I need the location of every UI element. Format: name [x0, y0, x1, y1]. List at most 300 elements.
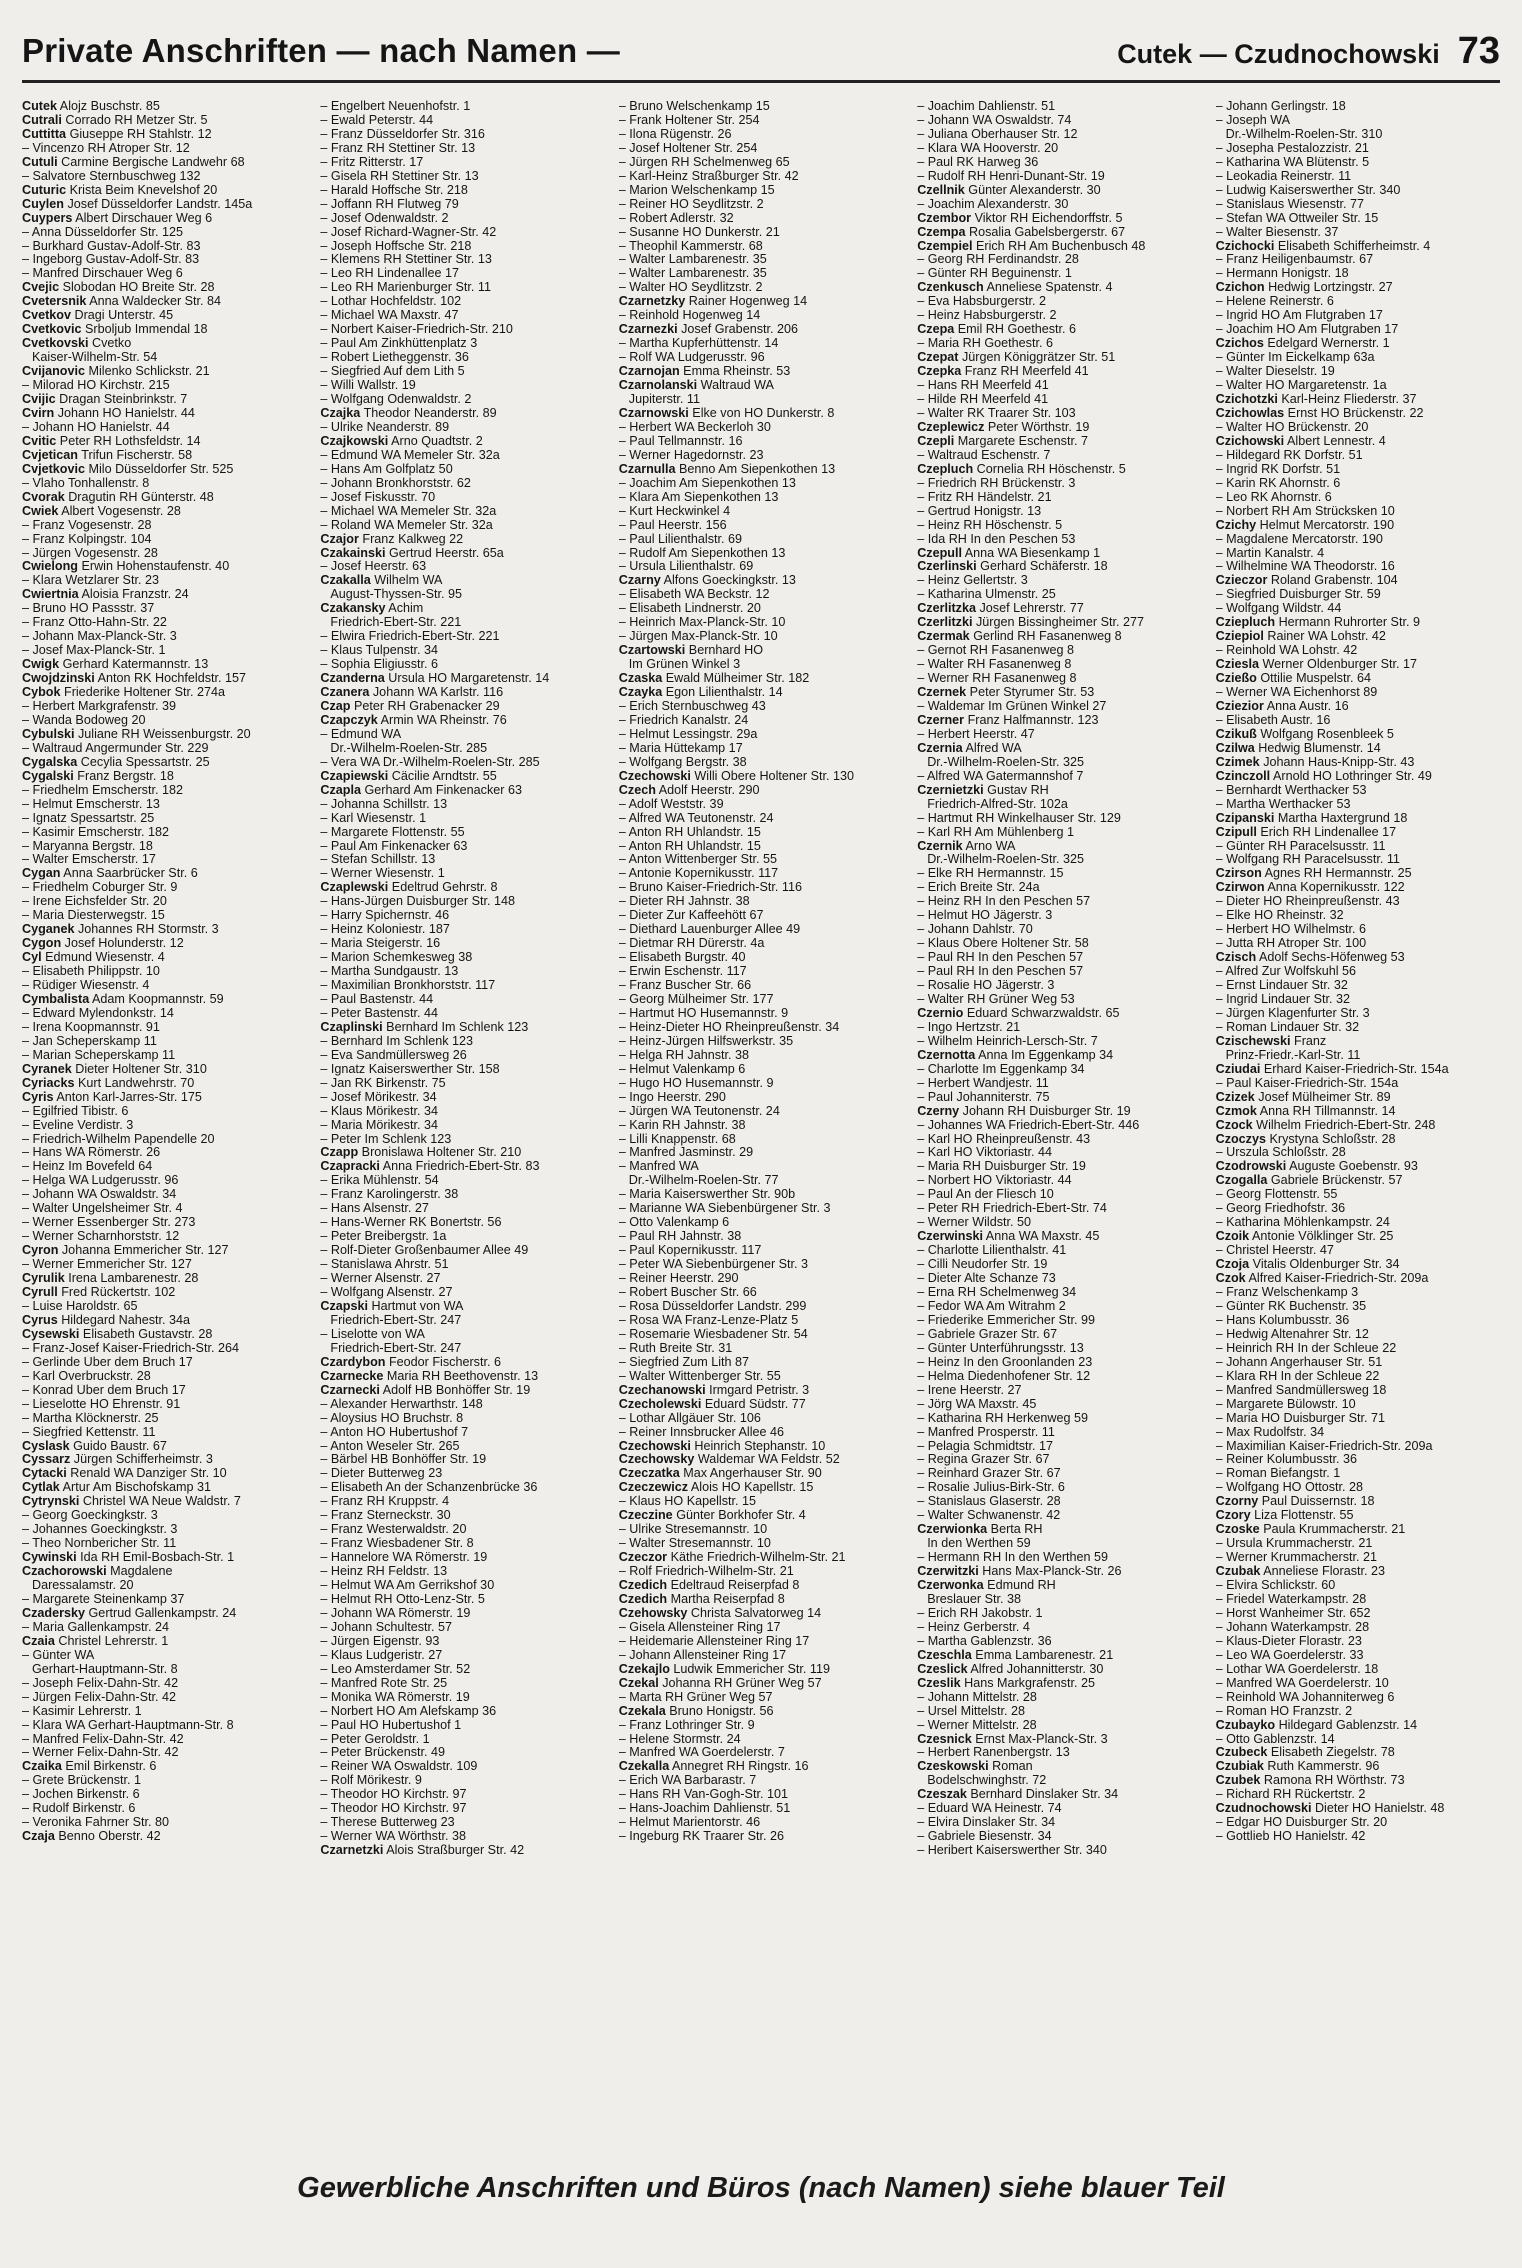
directory-entry: – Franz Buscher Str. 66: [618, 979, 752, 993]
directory-entry: – Bruno HO Passstr. 37: [22, 602, 155, 616]
directory-entry: – Günter RH Beguinenstr. 1: [917, 267, 1072, 281]
directory-column-1: [22, 100, 306, 2165]
directory-entry: Cvijanovic Milenko Schlickstr. 21: [22, 365, 210, 379]
directory-entry: – Joseph Felix-Dahn-Str. 42: [22, 1676, 179, 1690]
directory-entry: – Lilli Knappenstr. 68: [618, 1132, 736, 1146]
directory-entry: – Georg Flottenstr. 55: [1215, 1188, 1338, 1202]
directory-column-5: [1216, 100, 1500, 2165]
directory-entry: – Walter Dieselstr. 19: [1215, 365, 1335, 379]
directory-entry: – Martha Werthacker 53: [1215, 797, 1351, 811]
directory-entry: – Maximilian Kaiser-Friedrich-Str. 209a: [1215, 1439, 1433, 1453]
directory-entry: – Stanislaus Wiesenstr. 77: [1215, 197, 1364, 211]
directory-entry: – Leo RH Marienburger Str. 11: [320, 281, 491, 295]
directory-entry: – Günter RK Buchenstr. 35: [1215, 1299, 1367, 1313]
directory-entry: Czinczoll Arnold HO Lothringer Str. 49: [1215, 769, 1432, 783]
directory-entry: – Günter WA: [22, 1648, 95, 1662]
directory-entry: Cyranek Dieter Holtener Str. 310: [22, 1062, 207, 1076]
directory-entry: Czaplewski Edeltrud Gehrstr. 8: [320, 881, 498, 895]
directory-entry: – Christel Heerstr. 47: [1215, 1244, 1334, 1258]
directory-entry: Czapracki Anna Friedrich-Ebert-Str. 83: [320, 1160, 540, 1174]
directory-entry: – Klara Am Siepenkothen 13: [618, 490, 779, 504]
directory-entry: – Heinz-Dieter HO Rheinpreußenstr. 34: [618, 1020, 840, 1034]
directory-entry: – Werner WA Eichenhorst 89: [1215, 686, 1378, 700]
directory-entry: Cwigk Gerhard Katermannstr. 13: [22, 658, 209, 672]
directory-entry: – Helene Stormstr. 24: [618, 1732, 741, 1746]
directory-entry: – Therese Butterweg 23: [320, 1816, 455, 1830]
directory-entry: – Adolf Weststr. 39: [618, 797, 724, 811]
directory-entry: Czechowski Willi Obere Holtener Str. 130: [618, 769, 854, 783]
directory-entry: Czechowski Heinrich Stephanstr. 10: [618, 1439, 826, 1453]
directory-entry: – Vlaho Tonhallenstr. 8: [22, 476, 150, 490]
directory-columns: [22, 100, 1500, 2165]
directory-entry: Czekajlo Ludwik Emmericher Str. 119: [618, 1662, 830, 1676]
directory-entry: – Walter HO Brückenstr. 20: [1215, 420, 1369, 434]
directory-entry: – Manfred Sandmüllersweg 18: [1215, 1383, 1387, 1397]
directory-entry: – Cilli Neudorfer Str. 19: [917, 1258, 1048, 1272]
directory-entry: – Hans-Werner RK Bonertstr. 56: [320, 1216, 502, 1230]
directory-entry: – Karin RH Jahnstr. 38: [618, 1118, 746, 1132]
directory-entry: – Reiner HO Seydlitzstr. 2: [618, 197, 764, 211]
directory-entry: – Stefan WA Ottweiler Str. 15: [1215, 211, 1379, 225]
directory-entry: Cwojdzinski Anton RK Hochfeldstr. 157: [22, 672, 246, 686]
directory-entry: Cutrali Corrado RH Metzer Str. 5: [22, 113, 208, 127]
directory-entry: – Charlotte Lilienthalstr. 41: [917, 1244, 1067, 1258]
directory-entry: – Joachim HO Am Flutgraben 17: [1215, 323, 1399, 337]
directory-entry: – Rosalie HO Jägerstr. 3: [917, 979, 1055, 993]
directory-entry: – Johann WA Oswaldstr. 34: [22, 1188, 177, 1202]
directory-entry: – Monika WA Römerstr. 19: [320, 1690, 470, 1704]
directory-entry: – Lothar Hochfeldstr. 102: [320, 295, 462, 309]
directory-entry: Cvetkovic Srboljub Immendal 18: [22, 323, 208, 337]
directory-entry: – Herbert Wandjestr. 11: [917, 1076, 1049, 1090]
directory-entry: – Hedwig Altenahrer Str. 12: [1215, 1327, 1369, 1341]
directory-entry: – Liselotte von WA: [320, 1327, 425, 1341]
directory-entry: Cyslask Guido Baustr. 67: [22, 1439, 167, 1453]
directory-entry: – Theo Nornbericher Str. 11: [22, 1537, 177, 1551]
directory-entry: Cysewski Elisabeth Gustavstr. 28: [22, 1327, 213, 1341]
directory-entry: – Reiner WA Oswaldstr. 109: [320, 1760, 478, 1774]
directory-entry: – Walter Wittenberger Str. 55: [618, 1369, 781, 1383]
directory-entry: – Rolf-Dieter Großenbaumer Allee 49: [320, 1244, 529, 1258]
directory-entry: – Manfred WA Goerdelerstr. 10: [1215, 1676, 1389, 1690]
directory-entry: – Reinhold Hogenweg 14: [618, 309, 761, 323]
directory-entry: – Elisabeth An der Schanzenbrücke 36: [320, 1481, 538, 1495]
directory-entry: – Erich Sternbuschweg 43: [618, 699, 766, 713]
directory-entry: – Gernot RH Fasanenweg 8: [917, 644, 1074, 658]
directory-entry: – Alfred WA Teutonenstr. 24: [618, 811, 774, 825]
directory-entry: – Alfred WA Gatermannshof 7: [917, 769, 1084, 783]
directory-entry: – Karin RK Ahornstr. 6: [1215, 476, 1341, 490]
directory-entry: – Veronika Fahrner Str. 80: [22, 1816, 170, 1830]
directory-column-2: [320, 100, 604, 2165]
directory-entry: – Klara RH In der Schleue 22: [1215, 1369, 1380, 1383]
directory-entry: Czerny Johann RH Duisburger Str. 19: [917, 1104, 1131, 1118]
directory-entry: Cutuli Carmine Bergische Landwehr 68: [22, 155, 245, 169]
directory-entry: – Paul Heerstr. 156: [618, 518, 727, 532]
directory-entry: – Irene Eichsfelder Str. 20: [22, 895, 167, 909]
directory-entry: – Elwira Friedrich-Ebert-Str. 221: [320, 630, 500, 644]
directory-entry: – Helmut WA Am Gerrikshof 30: [320, 1579, 495, 1593]
directory-entry: – Johann Max-Planck-Str. 3: [22, 630, 177, 644]
directory-entry: – Salvatore Sternbuschweg 132: [22, 169, 201, 183]
directory-entry: Czeslik Hans Markgrafenstr. 25: [917, 1676, 1095, 1690]
directory-entry: – Joseph WA: [1215, 113, 1291, 127]
directory-entry: – Ingrid Lindauer Str. 32: [1215, 993, 1351, 1006]
directory-entry: – Hans-Jürgen Duisburger Str. 148: [320, 895, 515, 909]
directory-entry: – Maria RH Duisburger Str. 19: [917, 1160, 1086, 1174]
directory-entry: – Roland WA Memeler Str. 32a: [320, 518, 493, 532]
directory-entry: – Maximilian Bronkhorststr. 117: [320, 979, 496, 993]
directory-entry: – Heinrich Max-Planck-Str. 10: [618, 616, 786, 630]
directory-entry: – Gabriele Grazer Str. 67: [917, 1327, 1058, 1341]
directory-entry: – Paul Johanniterstr. 75: [917, 1090, 1050, 1104]
directory-entry: – Wanda Bodoweg 20: [22, 713, 146, 727]
directory-entry: – Peter WA Siebenbürgener Str. 3: [618, 1258, 809, 1272]
directory-entry: – Hannelore WA Römerstr. 19: [320, 1551, 488, 1565]
directory-entry: Czajor Franz Kalkweg 22: [320, 532, 464, 546]
directory-entry: – Johann Dahlstr. 70: [917, 923, 1033, 937]
directory-entry: Cziesla Werner Oldenburger Str. 17: [1215, 658, 1417, 672]
directory-entry: – Irena Koopmannstr. 91: [22, 1020, 160, 1034]
directory-entry: – Alfred Zur Wolfskuhl 56: [1215, 965, 1357, 979]
directory-entry: – Michael WA Memeler Str. 32a: [320, 504, 497, 518]
directory-entry: Czaska Ewald Mülheimer Str. 182: [618, 672, 810, 686]
directory-entry: Cyssarz Jürgen Schifferheimstr. 3: [22, 1453, 213, 1467]
directory-entry: – Rosalie Julius-Birk-Str. 6: [917, 1481, 1065, 1495]
directory-entry: – Herbert HO Wilhelmstr. 6: [1215, 923, 1367, 937]
directory-entry: Daressalamstr. 20: [32, 1579, 134, 1593]
directory-entry: – Erich Breite Str. 24a: [917, 881, 1040, 895]
directory-entry: – Franz Sterneckstr. 30: [320, 1509, 451, 1523]
directory-entry: – Maria Hüttekamp 17: [618, 741, 743, 755]
directory-entry: Czilwa Hedwig Blumenstr. 14: [1215, 741, 1381, 755]
directory-entry: – Ulrike Stresemannstr. 10: [618, 1523, 768, 1537]
directory-entry: – Martha Sundgaustr. 13: [320, 965, 459, 979]
directory-entry: – Dieter Butterweg 23: [320, 1467, 443, 1481]
directory-entry: Cutek Alojz Buschstr. 85: [22, 100, 160, 113]
directory-entry: – Walter HO Margaretenstr. 1a: [1215, 379, 1387, 393]
directory-entry: – Wolfgang Alsenstr. 27: [320, 1286, 453, 1300]
directory-entry: Friedrich-Ebert-Str. 247: [330, 1341, 462, 1355]
directory-entry: – Leo RK Ahornstr. 6: [1215, 490, 1332, 504]
directory-entry: Cvjetican Trifun Fischerstr. 58: [22, 448, 193, 462]
directory-entry: – Edmund WA: [320, 727, 402, 741]
directory-entry: – Hans RH Meerfeld 41: [917, 379, 1049, 393]
directory-entry: Czoik Antonie Völklinger Str. 25: [1215, 1230, 1394, 1244]
directory-entry: – Margarete Bülowstr. 10: [1215, 1397, 1356, 1411]
directory-entry: – Hartmut HO Husemannstr. 9: [618, 1006, 789, 1020]
directory-entry: – Friederike Emmericher Str. 99: [917, 1313, 1095, 1327]
directory-entry: – Gisela RH Stettiner Str. 13: [320, 169, 479, 183]
directory-entry: – Karl Overbruckstr. 28: [22, 1369, 151, 1383]
directory-entry: – Dieter RH Jahnstr. 38: [618, 895, 750, 909]
directory-entry: Czarnezki Josef Grabenstr. 206: [618, 323, 799, 337]
directory-entry: – Georg Friedhofstr. 36: [1215, 1202, 1346, 1216]
directory-entry: Czmok Anna RH Tillmannstr. 14: [1215, 1104, 1396, 1118]
directory-entry: – Anton RH Uhlandstr. 15: [618, 839, 761, 853]
directory-entry: – Klara WA Gerhart-Hauptmann-Str. 8: [22, 1718, 234, 1732]
directory-entry: Czernek Peter Styrumer Str. 53: [917, 686, 1095, 700]
directory-entry: – Helma Diedenhofener Str. 12: [917, 1369, 1091, 1383]
directory-entry: – Richard RH Rückertstr. 2: [1215, 1788, 1366, 1802]
directory-entry: – Johann Schultestr. 57: [320, 1620, 453, 1634]
directory-entry: – Stanislaus Glaserstr. 28: [917, 1495, 1061, 1509]
directory-entry: – Ewald Peterstr. 44: [320, 113, 434, 127]
directory-entry: – Franz Westerwaldstr. 20: [320, 1523, 467, 1537]
directory-entry: Czichy Helmut Mercatorstr. 190: [1215, 518, 1395, 532]
directory-entry: – Robert Buscher Str. 66: [618, 1286, 757, 1300]
directory-entry: – Werner Wiesenstr. 1: [320, 867, 445, 881]
directory-entry: – Hilde RH Meerfeld 41: [917, 393, 1049, 407]
directory-entry: In den Werthen 59: [927, 1537, 1031, 1551]
directory-entry: – Helmut Valenkamp 6: [618, 1062, 746, 1076]
directory-entry: Dr.-Wilhelm-Roelen-Str. 325: [927, 755, 1084, 769]
directory-entry: Cytrynski Christel WA Neue Waldstr. 7: [22, 1495, 241, 1509]
directory-entry: Czichowlas Ernst HO Brückenstr. 22: [1215, 406, 1424, 420]
directory-entry: Czieczor Roland Grabenstr. 104: [1215, 574, 1398, 588]
directory-entry: Czipanski Martha Haxtergrund 18: [1215, 811, 1408, 825]
directory-entry: Czapiewski Cäcilie Arndtstr. 55: [320, 769, 497, 783]
directory-entry: – Rolf WA Ludgerusstr. 96: [618, 351, 765, 365]
directory-column-3: [619, 100, 903, 2165]
directory-entry: – Josef Mörikestr. 34: [320, 1090, 437, 1104]
directory-entry: – Georg Goeckingkstr. 3: [22, 1509, 158, 1523]
directory-entry: Czechowsky Waldemar WA Feldstr. 52: [618, 1453, 840, 1467]
directory-entry: – Harry Spichernstr. 46: [320, 909, 450, 923]
directory-entry: – Ursula Krummacherstr. 21: [1215, 1537, 1373, 1551]
directory-entry: – Walter Lambarenestr. 35: [618, 253, 767, 267]
directory-entry: – Reiner Kolumbusstr. 36: [1215, 1453, 1357, 1467]
directory-entry: – Walter Schwanenstr. 42: [917, 1509, 1061, 1523]
directory-entry: – Elke RH Hermannstr. 15: [917, 867, 1064, 881]
directory-entry: – Lothar WA Goerdelerstr. 18: [1215, 1662, 1379, 1676]
directory-entry: Czachorowski Magdalene: [22, 1565, 173, 1579]
directory-entry: – Rudolf Birkenstr. 6: [22, 1802, 136, 1816]
directory-entry: – Wolfgang Wildstr. 44: [1215, 602, 1342, 616]
directory-entry: – Hartmut RH Winkelhauser Str. 129: [917, 811, 1121, 825]
directory-entry: – Edmund WA Memeler Str. 32a: [320, 448, 500, 462]
directory-entry: – Milorad HO Kirchstr. 215: [22, 379, 170, 393]
directory-entry: – Walter Lambarenestr. 35: [618, 267, 767, 281]
directory-entry: – Reinhold WA Johanniterweg 6: [1215, 1690, 1395, 1704]
directory-entry: – Diethard Lauenburger Allee 49: [618, 923, 801, 937]
directory-entry: – Fritz RH Händelstr. 21: [917, 490, 1052, 504]
directory-entry: Czaika Emil Birkenstr. 6: [22, 1760, 157, 1774]
directory-entry: – Norbert HO Viktoriastr. 44: [917, 1174, 1072, 1188]
directory-entry: – Jürgen RH Schelmenweg 65: [618, 155, 790, 169]
directory-entry: – Heinz RH Feldstr. 13: [320, 1565, 448, 1579]
directory-entry: Czanera Johann WA Karlstr. 116: [320, 686, 504, 700]
directory-entry: – Rolf Friedrich-Wilhelm-Str. 21: [618, 1565, 794, 1579]
directory-entry: – Herbert Heerstr. 47: [917, 727, 1035, 741]
directory-entry: – Johanna Schillstr. 13: [320, 797, 448, 811]
directory-entry: – Maria Diesterwegstr. 15: [22, 909, 165, 923]
directory-entry: Czerwitzki Hans Max-Planck-Str. 26: [917, 1565, 1122, 1579]
directory-entry: – Georg Mülheimer Str. 177: [618, 993, 774, 1006]
directory-entry: – Edgar HO Duisburger Str. 20: [1215, 1816, 1388, 1830]
directory-entry: – Dieter Zur Kaffeehött 67: [618, 909, 764, 923]
directory-entry: – Erika Mühlenstr. 54: [320, 1174, 439, 1188]
directory-entry: – Paul Bastenstr. 44: [320, 993, 434, 1006]
directory-entry: – Reinhold WA Lohstr. 42: [1215, 644, 1358, 658]
directory-entry: – Vincenzo RH Atroper Str. 12: [22, 141, 190, 155]
directory-entry: – Peter Brückenstr. 49: [320, 1746, 445, 1760]
directory-entry: – Elisabeth Philippstr. 10: [22, 965, 160, 979]
page-number: 73: [1457, 30, 1500, 72]
directory-entry: Czeszak Bernhard Dinslaker Str. 34: [917, 1788, 1119, 1802]
directory-entry: Czekalla Annegret RH Ringstr. 16: [618, 1760, 809, 1774]
directory-entry: – Manfred WA Goerdelerstr. 7: [618, 1746, 785, 1760]
directory-entry: Czedich Edeltraud Reiserpfad 8: [618, 1579, 800, 1593]
directory-entry: – Max Rudolfstr. 34: [1215, 1425, 1325, 1439]
directory-entry: – Walter Stresemannstr. 10: [618, 1537, 771, 1551]
directory-entry: Cuypers Albert Dirschauer Weg 6: [22, 211, 213, 225]
directory-column-4: [917, 100, 1201, 2165]
directory-entry: – Maria Kaiserswerther Str. 90b: [618, 1188, 796, 1202]
directory-entry: – Paul Am Zinkhüttenplatz 3: [320, 337, 478, 351]
directory-entry: Im Grünen Winkel 3: [628, 658, 741, 672]
directory-entry: – Marion Schemkesweg 38: [320, 951, 473, 965]
directory-entry: Prinz-Friedr.-Karl-Str. 11: [1225, 1048, 1361, 1062]
directory-entry: – Walter HO Seydlitzstr. 2: [618, 281, 763, 295]
directory-entry: – Juliana Oberhauser Str. 12: [917, 127, 1078, 141]
directory-entry: – Ida RH In den Peschen 53: [917, 532, 1076, 546]
directory-entry: Czedich Martha Reiserpfad 8: [618, 1592, 785, 1606]
directory-entry: – Harald Hoffsche Str. 218: [320, 183, 468, 197]
directory-entry: – Heinrich RH In der Schleue 22: [1215, 1341, 1397, 1355]
directory-entry: – Anton Wittenberger Str. 55: [618, 853, 778, 867]
directory-entry: – Josef Odenwaldstr. 2: [320, 211, 449, 225]
directory-entry: – Klaus HO Kapellstr. 15: [618, 1495, 756, 1509]
directory-entry: – Friedhelm Emscherstr. 182: [22, 783, 183, 797]
directory-entry: Friedrich-Ebert-Str. 247: [330, 1313, 462, 1327]
directory-entry: – Jürgen Max-Planck-Str. 10: [618, 630, 778, 644]
directory-entry: – Elisabeth Austr. 16: [1215, 713, 1331, 727]
directory-entry: – Karl HO Rheinpreußenstr. 43: [917, 1132, 1091, 1146]
directory-entry: Czanderna Ursula HO Margaretenstr. 14: [320, 672, 550, 686]
directory-entry: Czok Alfred Kaiser-Friedrich-Str. 209a: [1215, 1272, 1429, 1286]
directory-entry: – Reiner Innsbrucker Allee 46: [618, 1425, 785, 1439]
directory-entry: – Roman HO Franzstr. 2: [1215, 1704, 1353, 1718]
directory-entry: Cyris Anton Karl-Jarres-Str. 175: [22, 1090, 202, 1104]
directory-entry: – Paul An der Fliesch 10: [917, 1188, 1054, 1202]
directory-entry: – Walter RH Grüner Weg 53: [917, 993, 1075, 1006]
directory-entry: – Josef Max-Planck-Str. 1: [22, 644, 166, 658]
directory-entry: – Werner WA Wörthstr. 38: [320, 1830, 466, 1844]
directory-entry: – Kasimir Lehrerstr. 1: [22, 1704, 142, 1718]
directory-entry: Czubek Ramona RH Wörthstr. 73: [1215, 1774, 1405, 1788]
directory-entry: – Reinhard Grazer Str. 67: [917, 1467, 1061, 1481]
directory-entry: – Anton Weseler Str. 265: [320, 1439, 460, 1453]
directory-entry: Czarnolanski Waltraud WA: [618, 379, 774, 393]
directory-entry: – Heinz Gerberstr. 4: [917, 1620, 1030, 1634]
directory-entry: – Dietmar RH Dürerstr. 4a: [618, 937, 765, 951]
directory-entry: – Siegfried Auf dem Lith 5: [320, 365, 465, 379]
directory-entry: Czepluch Cornelia RH Höschenstr. 5: [917, 462, 1126, 476]
directory-entry: – Werner Emmericher Str. 127: [22, 1258, 192, 1272]
directory-entry: – Siegfried Zum Lith 87: [618, 1355, 750, 1369]
directory-entry: – Maria Steigerstr. 16: [320, 937, 441, 951]
directory-entry: – Gottlieb HO Hanielstr. 42: [1215, 1830, 1366, 1844]
directory-entry: August-Thyssen-Str. 95: [330, 588, 462, 602]
directory-entry: – Edward Mylendonkstr. 14: [22, 1006, 174, 1020]
directory-entry: Czeczewicz Alois HO Kapellstr. 15: [618, 1481, 814, 1495]
directory-entry: – Günter Unterführungsstr. 13: [917, 1341, 1084, 1355]
directory-entry: Cyriacks Kurt Landwehrstr. 70: [22, 1076, 195, 1090]
directory-entry: Czernik Arno WA: [917, 839, 1016, 853]
directory-entry: Czechanowski Irmgard Petristr. 3: [618, 1383, 810, 1397]
directory-entry: Czerlinski Gerhard Schäferstr. 18: [917, 560, 1108, 574]
directory-entry: – Werner Scharnhorststr. 12: [22, 1230, 180, 1244]
directory-entry: – Paul RK Harweg 36: [917, 155, 1039, 169]
directory-entry: – Norbert HO Am Alefskamp 36: [320, 1704, 497, 1718]
directory-entry: Czekal Johanna RH Grüner Weg 57: [618, 1676, 822, 1690]
directory-entry: – Josef Holtener Str. 254: [618, 141, 758, 155]
directory-entry: Czipull Erich RH Lindenallee 17: [1215, 825, 1397, 839]
directory-entry: – Eveline Verdistr. 3: [22, 1118, 134, 1132]
directory-entry: Czorny Paul Duissernstr. 18: [1215, 1495, 1375, 1509]
directory-entry: Cymbalista Adam Koopmannstr. 59: [22, 993, 224, 1006]
directory-entry: – Jürgen Eigenstr. 93: [320, 1634, 440, 1648]
directory-entry: – Helene Reinerstr. 6: [1215, 295, 1334, 309]
directory-entry: – Hermann RH In den Werthen 59: [917, 1551, 1109, 1565]
directory-entry: – Fritz Ritterstr. 17: [320, 155, 424, 169]
directory-entry: Cytacki Renald WA Danziger Str. 10: [22, 1467, 227, 1481]
page-title: Private Anschriften — nach Namen —: [22, 32, 620, 69]
directory-entry: – Helmut Emscherstr. 13: [22, 797, 160, 811]
directory-entry: – Pelagia Schmidtstr. 17: [917, 1439, 1053, 1453]
directory-entry: – Heinz RH In den Peschen 57: [917, 895, 1091, 909]
directory-entry: – Joachim Dahlienstr. 51: [917, 100, 1056, 113]
directory-entry: Czardybon Feodor Fischerstr. 6: [320, 1355, 501, 1369]
directory-entry: – Ursula Lilienthalstr. 69: [618, 560, 754, 574]
directory-entry: – Hans WA Römerstr. 26: [22, 1146, 161, 1160]
directory-entry: – Jürgen Klagenfurter Str. 3: [1215, 1006, 1370, 1020]
directory-entry: – Ingeburg RK Traarer Str. 26: [618, 1830, 785, 1844]
directory-entry: Czajka Theodor Neanderstr. 89: [320, 406, 497, 420]
directory-entry: – Herbert Ranenbergstr. 13: [917, 1746, 1070, 1760]
directory-entry: – Ruth Breite Str. 31: [618, 1341, 733, 1355]
directory-entry: – Erna RH Schelmenweg 34: [917, 1286, 1077, 1300]
directory-entry: – Leo Amsterdamer Str. 52: [320, 1662, 471, 1676]
directory-entry: – Karl RH Am Mühlenberg 1: [917, 825, 1074, 839]
directory-entry: Cyrulik Irena Lambarenestr. 28: [22, 1272, 199, 1286]
directory-entry: – Waltraud Angermunder Str. 229: [22, 741, 209, 755]
directory-entry: – Martha Gablenzstr. 36: [917, 1634, 1052, 1648]
footer-note: Gewerbliche Anschriften und Büros (nach Namen) siehe blauer Teil: [297, 2172, 1225, 2204]
directory-entry: – Rudolf Am Siepenkothen 13: [618, 546, 786, 560]
directory-entry: – Herbert Markgrafenstr. 39: [22, 699, 176, 713]
directory-entry: – Manfred Dirschauer Weg 6: [22, 267, 183, 281]
directory-entry: – Leo WA Goerdelerstr. 33: [1215, 1648, 1364, 1662]
directory-entry: – Paul Kopernikusstr. 117: [618, 1244, 762, 1258]
directory-entry: Czubak Anneliese Florastr. 23: [1215, 1565, 1385, 1579]
directory-entry: – Wolfgang HO Ottostr. 28: [1215, 1481, 1364, 1495]
directory-entry: – Manfred Prosperstr. 11: [917, 1425, 1055, 1439]
directory-entry: – Hans Kolumbusstr. 36: [1215, 1313, 1350, 1327]
directory-entry: – Wolfgang Bergstr. 38: [618, 755, 747, 769]
directory-entry: – Theophil Kammerstr. 68: [618, 239, 763, 253]
directory-entry: – Anton RH Uhlandstr. 15: [618, 825, 761, 839]
directory-entry: Dr.-Wilhelm-Roelen-Str. 325: [927, 853, 1084, 867]
directory-entry: Cygan Anna Saarbrücker Str. 6: [22, 867, 198, 881]
directory-entry: – Anna Düsseldorfer Str. 125: [22, 225, 184, 239]
directory-entry: – Walter Emscherstr. 17: [22, 853, 156, 867]
directory-entry: – Martin Kanalstr. 4: [1215, 546, 1325, 560]
directory-entry: Czoczys Krystyna Schloßstr. 28: [1215, 1132, 1396, 1146]
directory-entry: – Konrad Über dem Bruch 17: [22, 1383, 186, 1397]
directory-entry: Bodelschwinghstr. 72: [927, 1774, 1047, 1788]
